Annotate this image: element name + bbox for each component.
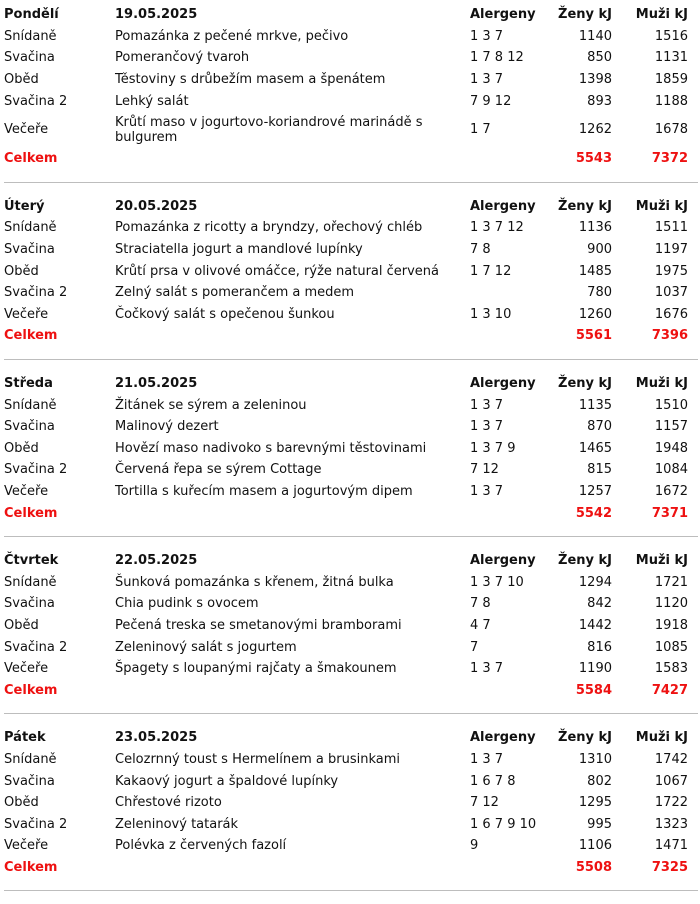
women-kj: 893: [587, 93, 612, 109]
women-kj: 1310: [578, 751, 612, 767]
allergen-codes: 1 3 7 10: [470, 574, 524, 590]
allergen-codes: 4 7: [470, 617, 491, 633]
meal-type: Svačina: [4, 419, 55, 435]
women-kj: 1135: [578, 397, 612, 413]
men-kj-header: Muži kJ: [635, 7, 688, 23]
dish-name: Krůtí maso v jogurtovo-koriandrové marinádě s bulgurem: [115, 114, 423, 145]
allergen-codes: 1 7 12: [470, 263, 512, 279]
day-name: Pondělí: [4, 7, 59, 23]
day-date: 20.05.2025: [115, 198, 198, 214]
meal-type: Svačina: [4, 596, 55, 612]
meal-type: Svačina 2: [4, 816, 68, 832]
dish-name: Červená řepa se sýrem Cottage: [115, 462, 322, 478]
allergen-codes: 1 3 7 12: [470, 220, 524, 236]
women-kj-header: Ženy kJ: [558, 198, 612, 214]
women-kj: 1442: [578, 617, 612, 633]
meal-type: Svačina 2: [4, 639, 68, 655]
dish-name: Malinový dezert: [115, 419, 219, 435]
meal-type: Oběd: [4, 72, 39, 88]
meal-type: Večeře: [4, 838, 49, 854]
dish-name: Lehký salát: [115, 93, 189, 109]
dish-name: Krůtí prsa v olivové omáčce, rýže natural červená: [115, 263, 440, 279]
meal-row: [0, 571, 700, 593]
allergen-codes: 1 6 7 9 10: [470, 816, 537, 832]
meal-row: [0, 217, 700, 239]
day-date: 22.05.2025: [115, 553, 198, 569]
total-women-kj: 5584: [575, 682, 612, 698]
meal-row: [0, 112, 700, 148]
meal-row: [0, 593, 700, 615]
allergen-codes: 1 7 8 12: [470, 50, 524, 66]
meal-list: [0, 217, 700, 325]
women-kj: 870: [587, 419, 612, 435]
men-kj: 1676: [654, 306, 688, 322]
women-kj: 1136: [578, 220, 612, 236]
meal-type: Snídaně: [4, 220, 57, 236]
dish-name: Hovězí maso nadivoko s barevnými těstovinami: [115, 440, 427, 456]
allergen-codes: 1 3 7: [470, 419, 504, 435]
dish-name: Celozrnný toust s Hermelínem a brusinkami: [115, 751, 400, 767]
meal-row: [0, 394, 700, 416]
men-kj: 1672: [654, 483, 688, 499]
women-kj: 1295: [578, 795, 612, 811]
meal-row: [0, 813, 700, 835]
allergen-codes: 1 6 7 8: [470, 773, 516, 789]
meal-list: [0, 26, 700, 148]
allergen-codes: 1 3 7: [470, 28, 504, 44]
total-women-kj: 5508: [575, 859, 612, 875]
day-total-row: [0, 325, 700, 347]
total-women-kj: 5543: [575, 151, 612, 167]
meal-type: Svačina: [4, 242, 55, 258]
day-separator: [4, 536, 698, 537]
total-men-kj: 7325: [651, 859, 688, 875]
men-kj: 1510: [654, 397, 688, 413]
total-women-kj: 5542: [575, 505, 612, 521]
day-date: 21.05.2025: [115, 376, 198, 392]
allergens-header: Alergeny: [470, 553, 536, 569]
dish-name: Pomazánka z ricotty a bryndzy, ořechový chléb: [115, 220, 423, 236]
meal-row: [0, 636, 700, 658]
men-kj-header: Muži kJ: [635, 376, 688, 392]
allergen-codes: 7 9 12: [470, 93, 512, 109]
day-separator: [4, 182, 698, 183]
meal-type: Oběd: [4, 617, 39, 633]
meal-row: [0, 239, 700, 261]
men-kj: 1918: [654, 617, 688, 633]
day-separator: [4, 713, 698, 714]
women-kj: 1257: [578, 483, 612, 499]
day-header-row: [0, 727, 700, 749]
day-total-row: [0, 148, 700, 170]
day-name: Čtvrtek: [4, 553, 59, 569]
dish-name: Žitánek se sýrem a zeleninou: [115, 397, 307, 413]
total-men-kj: 7396: [651, 328, 688, 344]
day-total-row: [0, 679, 700, 701]
meal-type: Snídaně: [4, 397, 57, 413]
allergen-codes: 1 3 7: [470, 661, 504, 677]
allergens-header: Alergeny: [470, 730, 536, 746]
men-kj: 1197: [654, 242, 688, 258]
allergen-codes: 7: [470, 639, 479, 655]
meal-list: [0, 394, 700, 502]
men-kj: 1037: [654, 285, 688, 301]
men-kj: 1471: [654, 838, 688, 854]
allergen-codes: 7 8: [470, 242, 491, 258]
day-header-row: [0, 373, 700, 395]
dish-name: Tortilla s kuřecím masem a jogurtovým dipem: [115, 483, 413, 499]
men-kj: 1067: [654, 773, 688, 789]
day-block: [0, 723, 700, 891]
allergen-codes: 1 3 7: [470, 483, 504, 499]
day-block: [0, 192, 700, 360]
dish-name: Pečená treska se smetanovými bramborami: [115, 617, 402, 633]
day-header-row: [0, 4, 700, 26]
meal-type: Oběd: [4, 263, 39, 279]
meal-type: Svačina 2: [4, 93, 68, 109]
meal-row: [0, 416, 700, 438]
meal-type: Snídaně: [4, 28, 57, 44]
meal-row: [0, 438, 700, 460]
men-kj: 1678: [654, 122, 688, 138]
men-kj: 1721: [654, 574, 688, 590]
day-total-row: [0, 502, 700, 524]
men-kj: 1722: [654, 795, 688, 811]
allergen-codes: 1 3 7: [470, 397, 504, 413]
allergens-header: Alergeny: [470, 198, 536, 214]
meal-row: [0, 26, 700, 48]
allergen-codes: 7 12: [470, 462, 499, 478]
men-kj: 1188: [654, 93, 688, 109]
meal-row: [0, 90, 700, 112]
dish-name: Kakaový jogurt a špaldové lupínky: [115, 773, 339, 789]
meal-row: [0, 792, 700, 814]
women-kj: 1485: [578, 263, 612, 279]
meal-type: Svačina 2: [4, 462, 68, 478]
women-kj-header: Ženy kJ: [558, 553, 612, 569]
total-label: Celkem: [4, 682, 58, 698]
meal-row: [0, 481, 700, 503]
meal-row: [0, 770, 700, 792]
day-total-row: [0, 857, 700, 879]
meal-row: [0, 459, 700, 481]
women-kj-header: Ženy kJ: [558, 7, 612, 23]
allergens-header: Alergeny: [470, 376, 536, 392]
men-kj-header: Muži kJ: [635, 730, 688, 746]
women-kj: 1190: [578, 661, 612, 677]
women-kj: 900: [587, 242, 612, 258]
dish-name: Chia pudink s ovocem: [115, 596, 259, 612]
men-kj: 1859: [654, 72, 688, 88]
day-name: Pátek: [4, 730, 46, 746]
dish-name: Zeleninový tatarák: [115, 816, 239, 832]
men-kj: 1157: [654, 419, 688, 435]
total-men-kj: 7427: [651, 682, 688, 698]
meal-type: Večeře: [4, 122, 49, 138]
day-name: Středa: [4, 376, 53, 392]
meal-list: [0, 749, 700, 857]
men-kj: 1948: [654, 440, 688, 456]
allergen-codes: 1 3 7: [470, 751, 504, 767]
allergen-codes: 1 3 10: [470, 306, 512, 322]
day-header-row: [0, 550, 700, 572]
allergen-codes: 1 3 7: [470, 72, 504, 88]
day-date: 23.05.2025: [115, 730, 198, 746]
day-block: [0, 369, 700, 537]
day-name: Úterý: [4, 198, 45, 214]
dish-name: Šunková pomazánka s křenem, žitná bulka: [115, 574, 394, 590]
meal-type: Oběd: [4, 795, 39, 811]
dish-name: Pomazánka z pečené mrkve, pečivo: [115, 28, 349, 44]
total-women-kj: 5561: [575, 328, 612, 344]
men-kj: 1516: [654, 28, 688, 44]
allergen-codes: 1 3 7 9: [470, 440, 516, 456]
women-kj: 816: [587, 639, 612, 655]
total-label: Celkem: [4, 151, 58, 167]
meal-type: Večeře: [4, 483, 49, 499]
women-kj: 1140: [578, 28, 612, 44]
dish-name: Zeleninový salát s jogurtem: [115, 639, 297, 655]
meal-row: [0, 835, 700, 857]
men-kj: 1975: [654, 263, 688, 279]
men-kj-header: Muži kJ: [635, 553, 688, 569]
allergen-codes: 1 7: [470, 122, 491, 138]
total-label: Celkem: [4, 859, 58, 875]
day-date: 19.05.2025: [115, 7, 198, 23]
meal-list: [0, 571, 700, 679]
men-kj: 1120: [654, 596, 688, 612]
dish-name: Špagety s loupanými rajčaty a šmakounem: [115, 661, 397, 677]
women-kj-header: Ženy kJ: [558, 376, 612, 392]
women-kj: 815: [587, 462, 612, 478]
men-kj: 1583: [654, 661, 688, 677]
meal-type: Svačina: [4, 50, 55, 66]
meal-row: [0, 282, 700, 304]
dish-name: Pomerančový tvaroh: [115, 50, 250, 66]
meal-row: [0, 615, 700, 637]
meal-row: [0, 260, 700, 282]
men-kj: 1323: [654, 816, 688, 832]
meal-type: Oběd: [4, 440, 39, 456]
women-kj: 1294: [578, 574, 612, 590]
dish-name: Těstoviny s drůbežím masem a špenátem: [115, 72, 386, 88]
allergens-header: Alergeny: [470, 7, 536, 23]
meal-type: Svačina: [4, 773, 55, 789]
women-kj: 842: [587, 596, 612, 612]
meal-row: [0, 304, 700, 326]
men-kj: 1742: [654, 751, 688, 767]
women-kj: 1398: [578, 72, 612, 88]
men-kj-header: Muži kJ: [635, 198, 688, 214]
allergen-codes: 7 8: [470, 596, 491, 612]
women-kj: 1262: [578, 122, 612, 138]
meal-type: Snídaně: [4, 751, 57, 767]
women-kj: 850: [587, 50, 612, 66]
men-kj: 1084: [654, 462, 688, 478]
women-kj-header: Ženy kJ: [558, 730, 612, 746]
meal-row: [0, 658, 700, 680]
women-kj: 802: [587, 773, 612, 789]
day-header-row: [0, 196, 700, 218]
day-block: [0, 546, 700, 714]
dish-name: Straciatella jogurt a mandlové lupínky: [115, 242, 363, 258]
meal-type: Snídaně: [4, 574, 57, 590]
men-kj: 1085: [654, 639, 688, 655]
women-kj: 780: [587, 285, 612, 301]
total-men-kj: 7372: [651, 151, 688, 167]
women-kj: 1106: [578, 838, 612, 854]
women-kj: 995: [587, 816, 612, 832]
meal-type: Večeře: [4, 306, 49, 322]
day-block: [0, 0, 700, 183]
men-kj: 1511: [654, 220, 688, 236]
dish-name: Chřestové rizoto: [115, 795, 222, 811]
meal-row: [0, 47, 700, 69]
total-label: Celkem: [4, 328, 58, 344]
day-separator: [4, 359, 698, 360]
meal-row: [0, 749, 700, 771]
women-kj: 1465: [578, 440, 612, 456]
men-kj: 1131: [654, 50, 688, 66]
meal-type: Svačina 2: [4, 285, 68, 301]
women-kj: 1260: [578, 306, 612, 322]
meal-type: Večeře: [4, 661, 49, 677]
allergen-codes: 7 12: [470, 795, 499, 811]
day-separator: [4, 890, 698, 891]
total-label: Celkem: [4, 505, 58, 521]
meal-row: [0, 69, 700, 91]
dish-name: Polévka z červených fazolí: [115, 838, 287, 854]
allergen-codes: 9: [470, 838, 479, 854]
dish-name: Zelný salát s pomerančem a medem: [115, 285, 355, 301]
total-men-kj: 7371: [651, 505, 688, 521]
dish-name: Čočkový salát s opečenou šunkou: [115, 306, 335, 322]
